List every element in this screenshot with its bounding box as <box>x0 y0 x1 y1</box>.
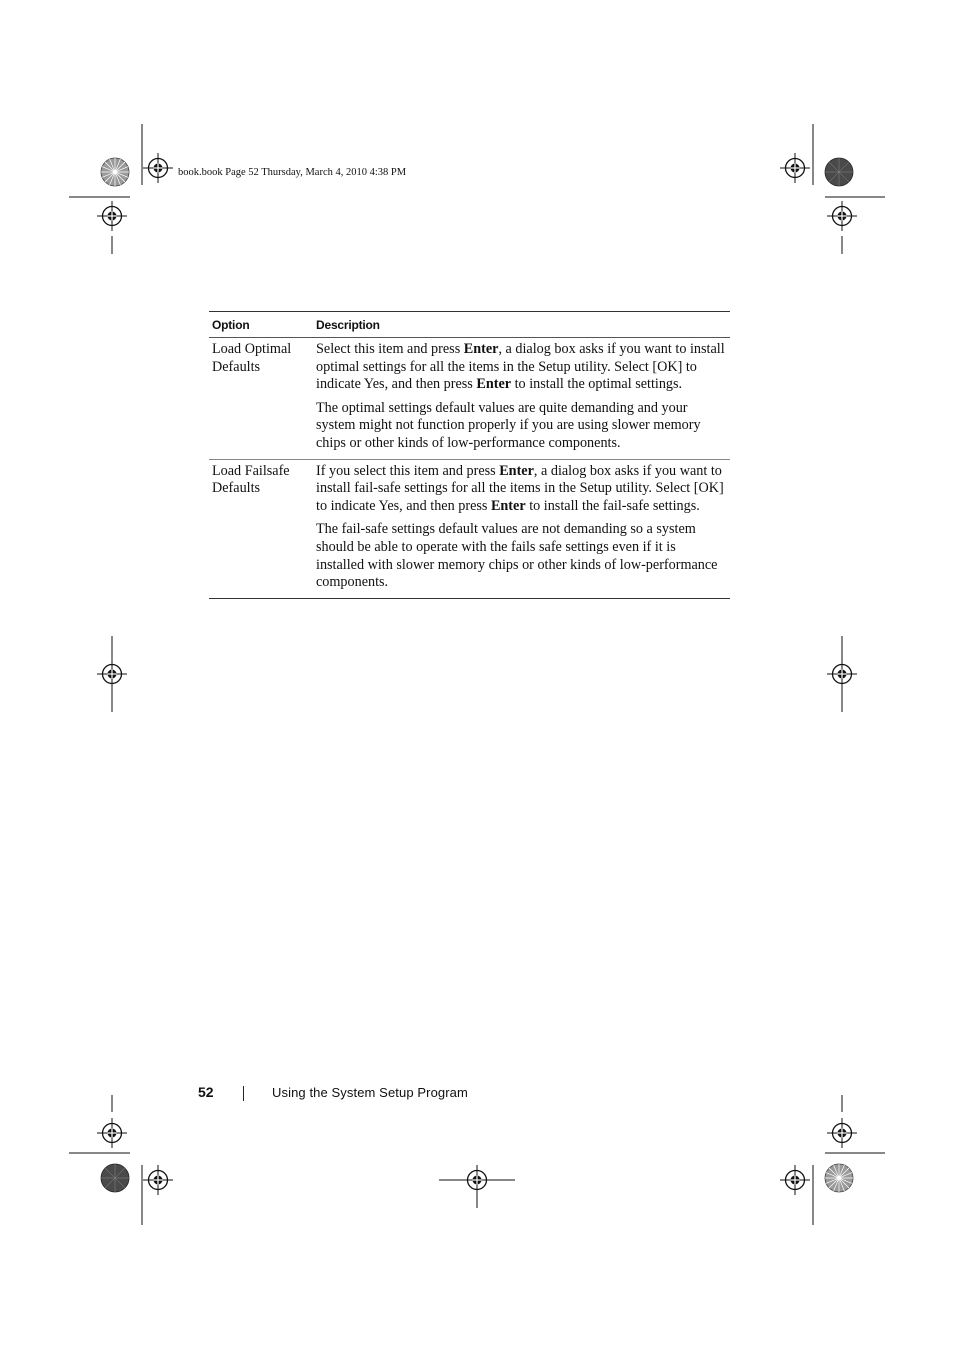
option-name: Load Optimal Defaults <box>212 341 292 375</box>
description-paragraph: Select this item and press Enter, a dialog box asks if you want to install optimal settings for all the items in the Setup utility. Select [OK] to indicate Yes, and then press Enter to install the optimal settings. <box>316 341 725 393</box>
page-footer <box>0 1084 954 1104</box>
footer-divider <box>243 1086 244 1101</box>
description-paragraph: The fail-safe settings default values are not demanding so a system should be able to operate with the fails safe settings even if it is installed with slower memory chips or other kinds of low-performance components. <box>316 521 718 591</box>
table-header <box>209 312 730 338</box>
table-row <box>209 338 730 459</box>
key-name: Enter <box>476 376 512 393</box>
options-table <box>209 311 730 599</box>
print-slug: book.book Page 52 Thursday, March 4, 2010 4:38 PM <box>178 167 407 178</box>
key-name: Enter <box>463 341 499 357</box>
header-option: Option <box>212 317 250 332</box>
key-name: Enter <box>490 497 526 514</box>
header-description: Description <box>316 317 380 332</box>
key-name: Enter <box>499 462 534 479</box>
chapter-title: Using the System Setup Program <box>272 1085 468 1100</box>
description-paragraph: The optimal settings default values are quite demanding and your system might not function properly if you are using slower memory chips or other kinds of low-performance components. <box>316 399 701 451</box>
option-name: Load Failsafe Defaults <box>212 462 290 497</box>
page-number: 52 <box>198 1084 214 1100</box>
table-row <box>209 459 730 598</box>
option-description <box>313 460 730 598</box>
description-paragraph: If you select this item and press Enter, a dialog box asks if you want to install fail-safe settings for all the items in the Setup utility. Select [OK] to indicate Yes, and then press Enter to install the fail-safe settings. <box>316 462 724 514</box>
option-description <box>313 338 730 459</box>
